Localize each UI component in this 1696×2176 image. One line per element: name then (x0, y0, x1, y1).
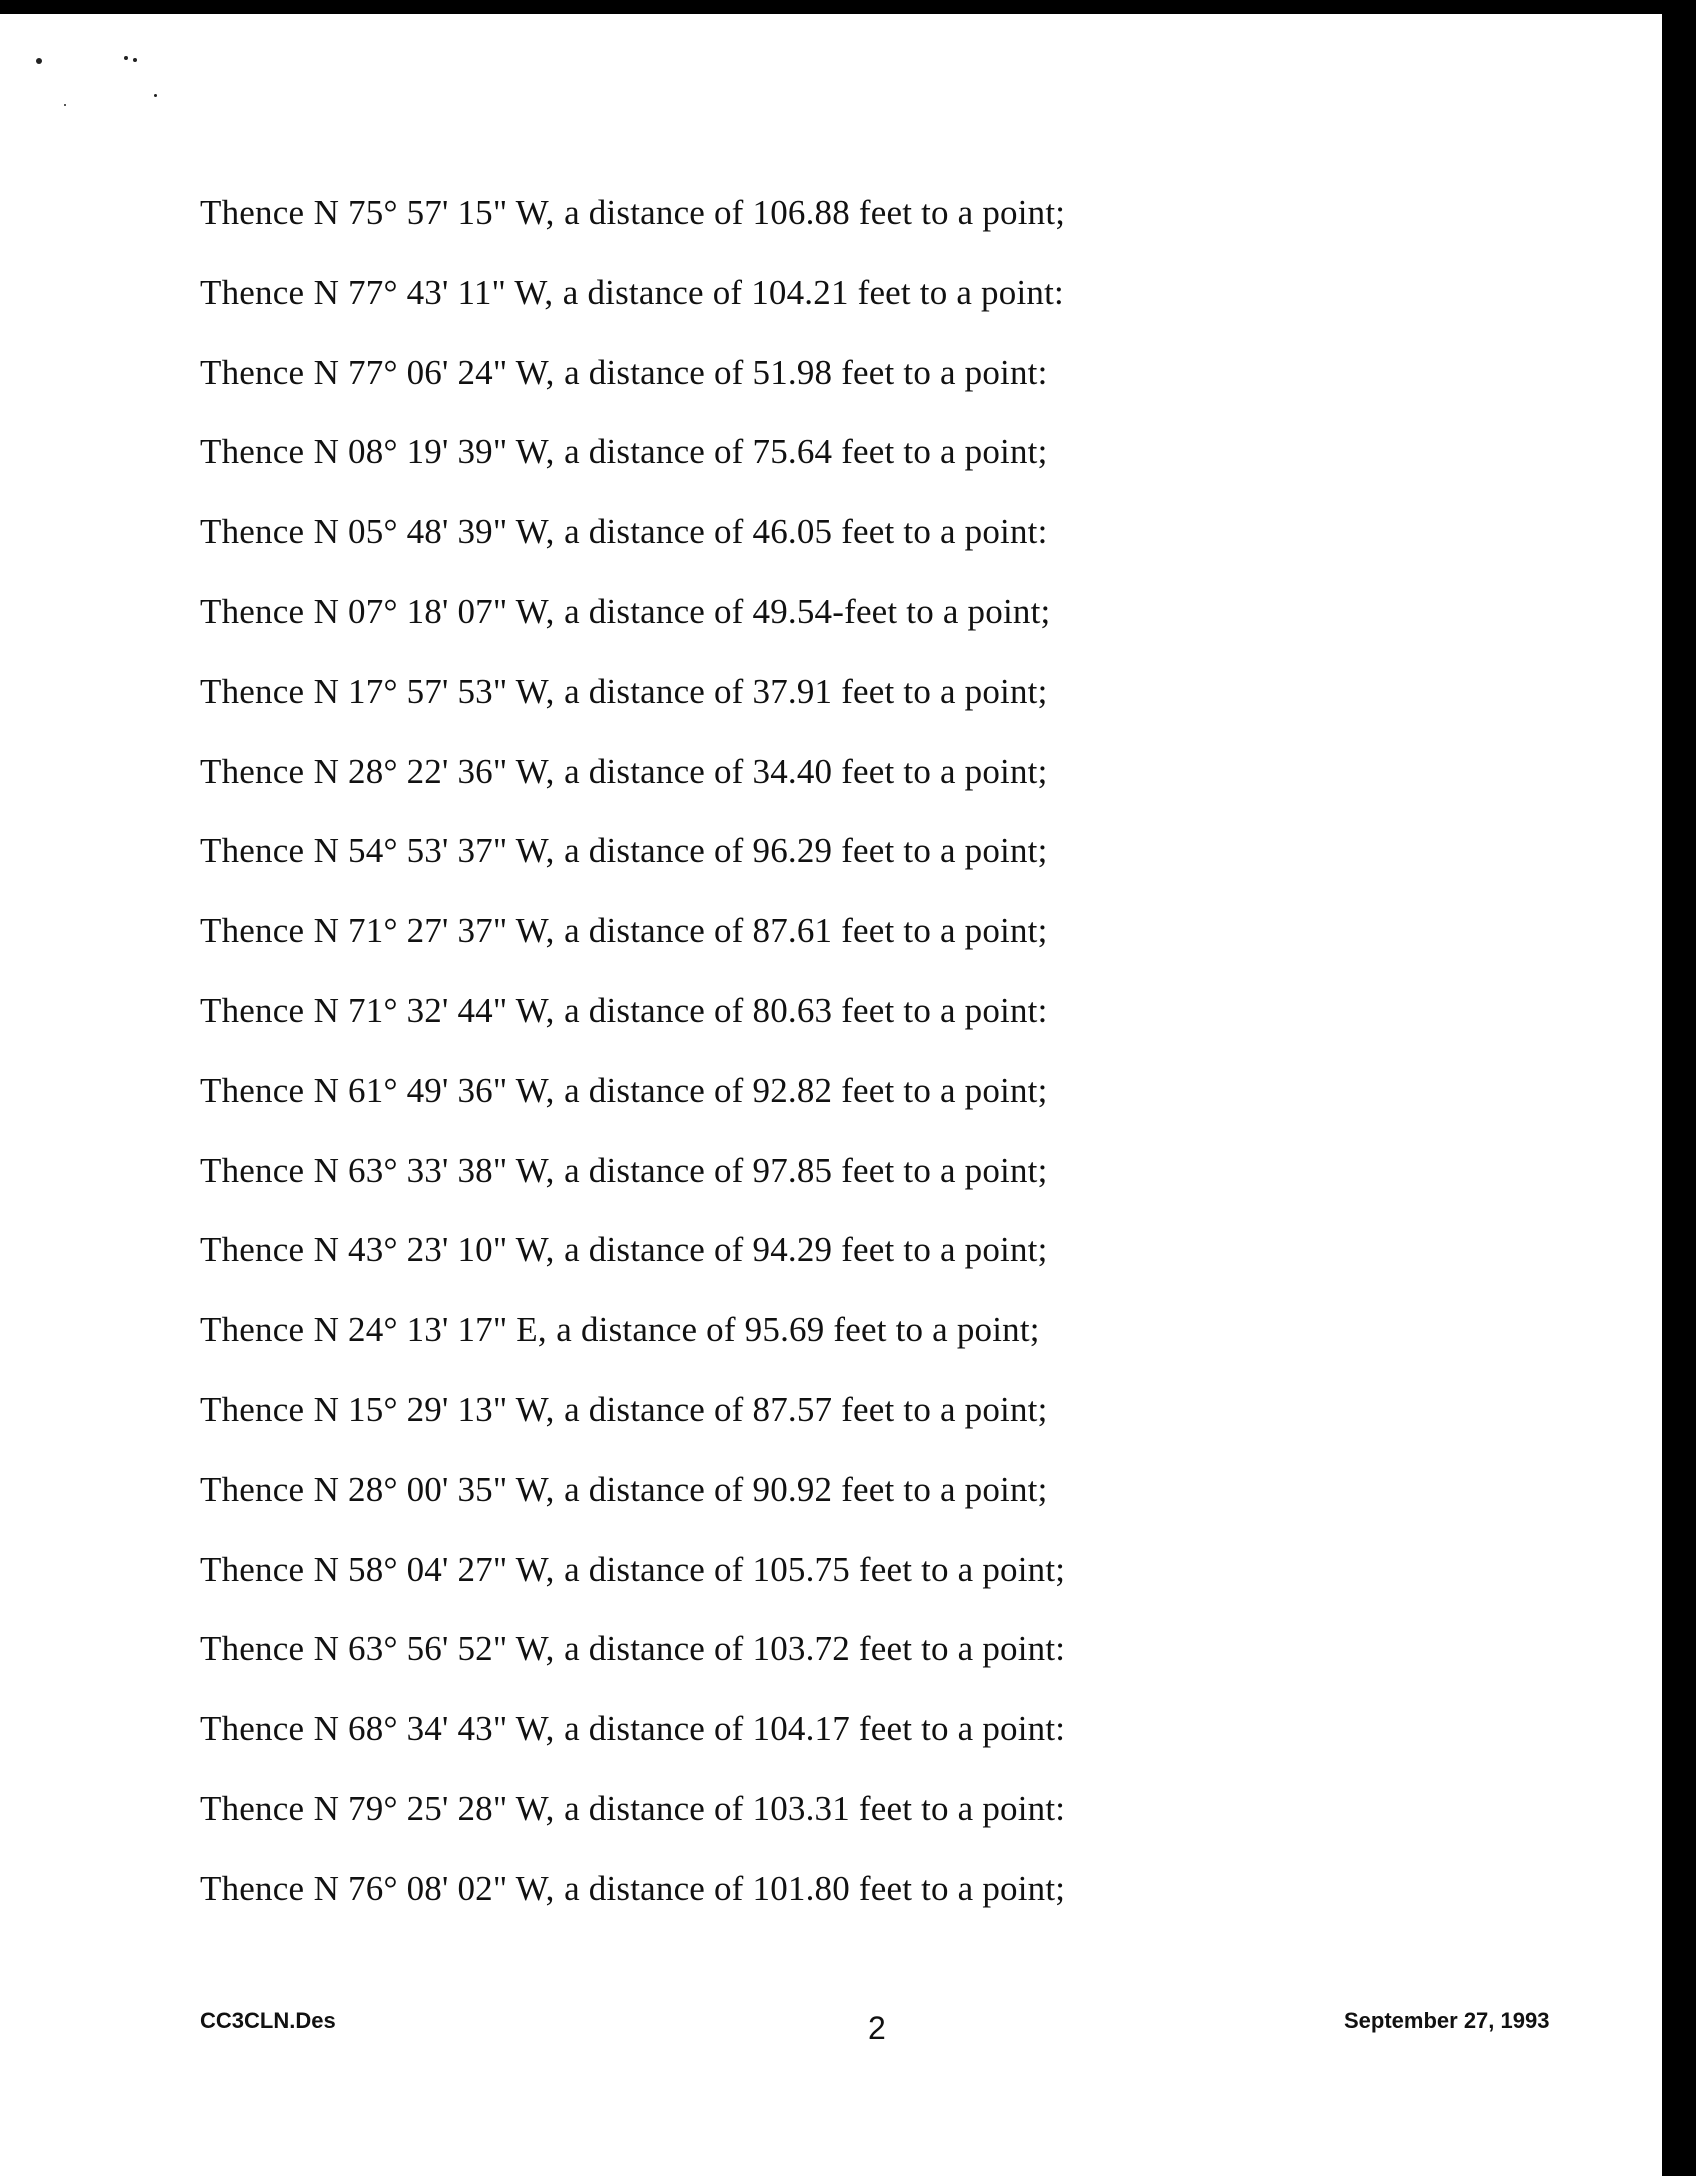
page-number: 2 (868, 2010, 886, 2046)
course-prefix: Thence (200, 671, 305, 711)
course-prefix: Thence (200, 1230, 305, 1270)
course-line (200, 587, 1400, 667)
course-prefix: Thence (200, 1310, 305, 1350)
course-prefix: Thence (200, 272, 305, 312)
course-list (200, 188, 1400, 1944)
course-bearing: N 15° 29' 13" W, (313, 1389, 555, 1429)
course-bearing: N 58° 04' 27" W, (313, 1549, 555, 1589)
course-prefix: Thence (200, 1549, 305, 1589)
course-prefix: Thence (200, 831, 305, 871)
scan-right-border (1662, 0, 1696, 2176)
course-prefix: Thence (200, 591, 305, 631)
course-line (200, 826, 1400, 906)
course-text: a distance of 87.61 feet to a point; (564, 911, 1048, 951)
course-line (200, 1545, 1400, 1625)
course-text: a distance of 106.88 feet to a point; (564, 193, 1066, 232)
course-bearing: N 77° 43' 11" W, (313, 272, 554, 312)
course-line (200, 667, 1400, 747)
course-line (200, 1066, 1400, 1146)
course-prefix: Thence (200, 751, 305, 791)
course-text: a distance of 97.85 feet to a point; (564, 1150, 1048, 1190)
course-prefix: Thence (200, 990, 305, 1030)
course-text: a distance of 87.57 feet to a point; (564, 1389, 1048, 1429)
course-line (200, 427, 1400, 507)
course-bearing: N 61° 49' 36" W, (313, 1070, 555, 1110)
course-bearing: N 71° 27' 37" W, (313, 911, 555, 951)
course-prefix: Thence (200, 193, 305, 232)
course-text: a distance of 80.63 feet to a point: (564, 990, 1048, 1030)
course-text: a distance of 34.40 feet to a point; (564, 751, 1048, 791)
course-line (200, 1146, 1400, 1226)
course-text: a distance of 103.72 feet to a point: (564, 1629, 1066, 1669)
course-prefix: Thence (200, 352, 305, 392)
scan-speck (154, 94, 157, 97)
course-text: a distance of 104.17 feet to a point: (564, 1709, 1066, 1749)
course-text: a distance of 101.80 feet to a point; (564, 1868, 1066, 1908)
course-prefix: Thence (200, 1788, 305, 1828)
course-bearing: N 08° 19' 39" W, (313, 432, 555, 472)
course-line (200, 1784, 1400, 1864)
course-bearing: N 07° 18' 07" W, (313, 591, 555, 631)
course-line (200, 906, 1400, 986)
course-text: a distance of 46.05 feet to a point: (564, 512, 1048, 552)
course-line (200, 268, 1400, 348)
course-text: a distance of 75.64 feet to a point; (564, 432, 1048, 472)
course-prefix: Thence (200, 1070, 305, 1110)
course-bearing: N 75° 57' 15" W, (313, 193, 555, 232)
course-line (200, 1465, 1400, 1545)
course-bearing: N 05° 48' 39" W, (313, 512, 555, 552)
course-bearing: N 28° 22' 36" W, (313, 751, 555, 791)
scan-speck (124, 56, 128, 60)
course-bearing: N 63° 33' 38" W, (313, 1150, 555, 1190)
scan-speck (36, 58, 42, 64)
footer-date: September 27, 1993 (1344, 2008, 1550, 2033)
course-text: a distance of 92.82 feet to a point; (564, 1070, 1048, 1110)
course-line (200, 1225, 1400, 1305)
course-bearing: N 77° 06' 24" W, (313, 352, 555, 392)
course-bearing: N 17° 57' 53" W, (313, 671, 555, 711)
course-text: a distance of 103.31 feet to a point: (564, 1788, 1066, 1828)
course-prefix: Thence (200, 1150, 305, 1190)
course-bearing: N 76° 08' 02" W, (313, 1868, 555, 1908)
footer-filename: CC3CLN.Des (200, 2008, 336, 2033)
course-line (200, 986, 1400, 1066)
course-text: a distance of 49.54-feet to a point; (564, 591, 1051, 631)
scan-speck (64, 104, 66, 106)
course-bearing: N 63° 56' 52" W, (313, 1629, 555, 1669)
course-text: a distance of 104.21 feet to a point: (562, 272, 1064, 312)
course-line (200, 1305, 1400, 1385)
course-line (200, 1624, 1400, 1704)
scan-speck (133, 58, 137, 62)
course-text: a distance of 90.92 feet to a point; (564, 1469, 1048, 1509)
course-bearing: N 28° 00' 35" W, (313, 1469, 555, 1509)
course-line (200, 1704, 1400, 1784)
course-line (200, 188, 1400, 268)
course-bearing: N 43° 23' 10" W, (313, 1230, 555, 1270)
course-prefix: Thence (200, 432, 305, 472)
course-prefix: Thence (200, 1868, 305, 1908)
course-prefix: Thence (200, 1389, 305, 1429)
course-prefix: Thence (200, 911, 305, 951)
course-bearing: N 24° 13' 17" E, (313, 1310, 547, 1350)
course-prefix: Thence (200, 512, 305, 552)
course-bearing: N 79° 25' 28" W, (313, 1788, 555, 1828)
course-text: a distance of 95.69 feet to a point; (556, 1310, 1040, 1350)
course-prefix: Thence (200, 1629, 305, 1669)
course-line (200, 507, 1400, 587)
course-bearing: N 54° 53' 37" W, (313, 831, 555, 871)
course-prefix: Thence (200, 1709, 305, 1749)
course-line (200, 348, 1400, 428)
course-line (200, 1385, 1400, 1465)
course-prefix: Thence (200, 1469, 305, 1509)
course-bearing: N 71° 32' 44" W, (313, 990, 555, 1030)
course-text: a distance of 37.91 feet to a point; (564, 671, 1048, 711)
course-text: a distance of 96.29 feet to a point; (564, 831, 1048, 871)
course-line (200, 1864, 1400, 1944)
scan-top-border (0, 0, 1696, 14)
course-bearing: N 68° 34' 43" W, (313, 1709, 555, 1749)
course-text: a distance of 51.98 feet to a point: (564, 352, 1048, 392)
course-text: a distance of 94.29 feet to a point; (564, 1230, 1048, 1270)
course-line (200, 747, 1400, 827)
course-text: a distance of 105.75 feet to a point; (564, 1549, 1066, 1589)
